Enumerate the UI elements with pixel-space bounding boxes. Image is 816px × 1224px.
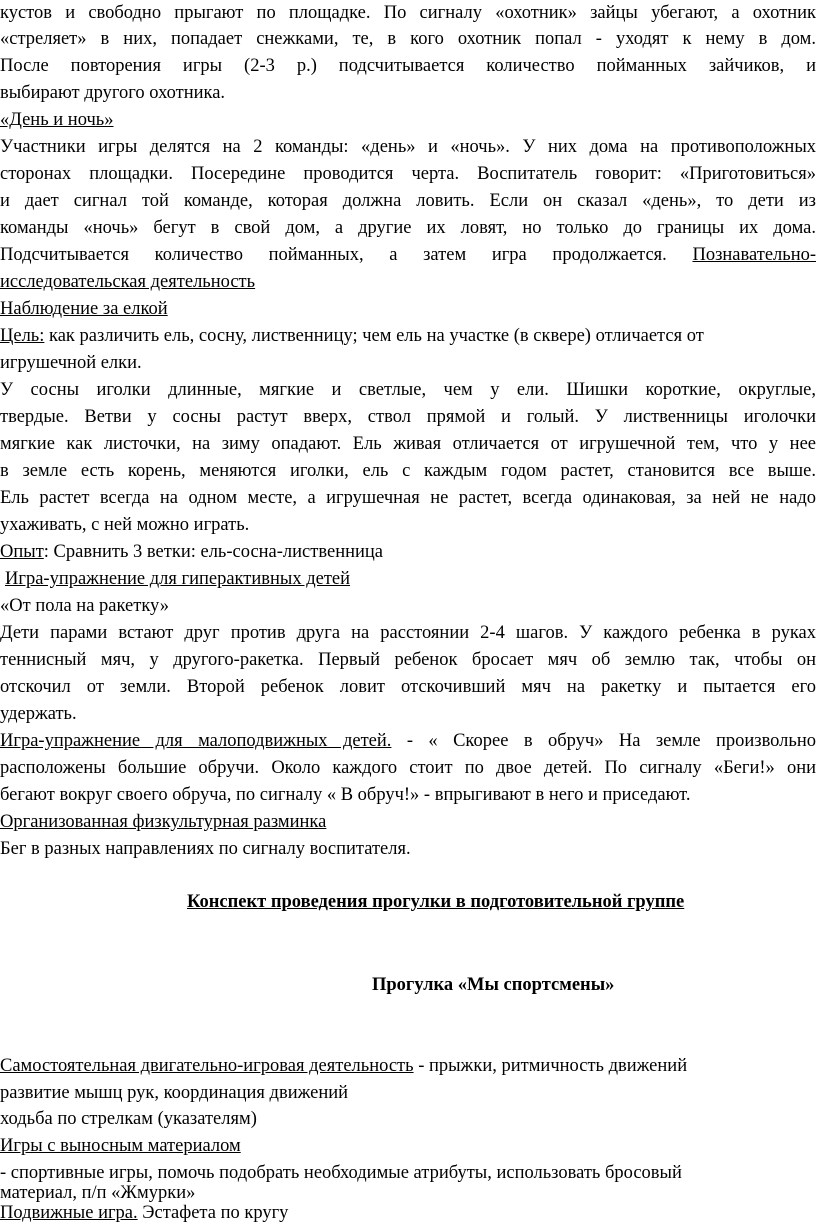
text-line: команды «ночь» бегут в свой дом, а другие их ловят, но только до границы их дома. [0, 218, 816, 238]
section-heading-cognitive-cont: исследовательская деятельность [0, 272, 256, 292]
text-line: «стреляет» в них, попадает снежками, те, в кого охотник попал - уходят к нему в дом. [0, 29, 816, 49]
text-line: твердые. Ветви у сосны растут вверх, ствол прямой и голый. У лиственницы иголочки [0, 407, 816, 427]
section-heading-cognitive: Познавательно- [692, 245, 816, 265]
text-line: теннисный мяч, у другого-ракетка. Первый ребенок бросает мяч об землю так, чтобы он [0, 650, 816, 670]
text-run: - прыжки, ритмичность движений [413, 1056, 688, 1076]
text-line: Ель растет всегда на одном месте, а игрушечная не растет, всегда одинаковая, за ней не надо [0, 488, 816, 508]
text-line: бегают вокруг своего обруча, по сигналу « В обруч!» - впрыгивают в него и приседают. [0, 785, 691, 805]
text-run: - « Скорее в обруч» На земле произвольно [391, 731, 816, 751]
walk-subtitle: Прогулка «Мы спортсмены» [372, 975, 615, 995]
section-heading-motor-activity: Самостоятельная двигательно-игровая деятельность [0, 1056, 414, 1076]
section-heading-observation: Наблюдение за елкой [0, 299, 168, 319]
text-line: - спортивные игры, помочь подобрать необходимые атрибуты, использовать бросовый [0, 1163, 682, 1183]
text-line: Бег в разных направлениях по сигналу воспитателя. [0, 839, 411, 859]
game-title-racket: «От пола на ракетку» [0, 596, 170, 616]
text-line: материал, п/п «Жмурки» [0, 1183, 196, 1203]
text-line [0, 242, 816, 268]
text-line: Участники игры делятся на 2 команды: «день» и «ночь». У них дома на противоположных [0, 137, 816, 157]
text-line: кустов и свободно прыгают по площадке. По сигналу «охотник» зайцы убегают, а охотник [0, 3, 816, 23]
section-heading-warmup: Организованная физкультурная разминка [0, 812, 327, 832]
text-line: У сосны иголки длинные, мягкие и светлые, чем у ели. Шишки короткие, округлые, [0, 380, 816, 400]
text-line [5, 566, 816, 592]
text-line: отскочил от земли. Второй ребенок ловит отскочивший мяч на ракетку и пытается его [0, 677, 816, 697]
text-line: ходьба по стрелкам (указателям) [0, 1109, 257, 1129]
text-line: удержать. [0, 704, 77, 724]
text-run: Подсчитывается количество пойманных, а затем игра продолжается. [0, 245, 667, 265]
section-heading-active-games: Подвижные игра. [0, 1203, 138, 1223]
text-line: развитие мышц рук, координация движений [0, 1083, 349, 1103]
section-heading-outdoor-material: Игры с выносным материалом [0, 1136, 241, 1156]
text-run: как различить ель, сосну, лиственницу; чем ель на участке (в сквере) отличается от [44, 326, 704, 346]
text-line: Дети парами встают друг против друга на расстоянии 2-4 шагов. У каждого ребенка в руках [0, 623, 816, 643]
text-line: мягкие как листочки, на зиму опадают. Ель живая отличается от игрушечной тем, что у нее [0, 434, 816, 454]
text-line: ухаживать, с ней можно играть. [0, 515, 250, 535]
text-line [0, 1200, 816, 1224]
text-line: игрушечной елки. [0, 353, 142, 373]
experiment-label: Опыт [0, 542, 44, 562]
text-line: расположены большие обручи. Около каждого стоит по двое детей. По сигналу «Беги!» они [0, 758, 816, 778]
text-run: : Сравнить 3 ветки: ель-сосна-лиственница [43, 542, 384, 562]
game-title-day-night: «День и ночь» [0, 110, 114, 130]
text-run: Эстафета по кругу [137, 1203, 289, 1223]
text-line: в земле есть корень, меняются иголки, ель с каждым годом растет, становится все выше. [0, 461, 816, 481]
section-heading-low-mobility: Игра-упражнение для малоподвижных детей. [0, 731, 392, 751]
text-line [0, 1053, 816, 1079]
document-title: Конспект проведения прогулки в подготовительной группе [187, 892, 685, 912]
text-line [0, 539, 816, 565]
text-line: После повторения игры (2-3 р.) подсчитывается количество пойманных зайчиков, и [0, 56, 816, 76]
text-line [0, 323, 816, 349]
goal-label: Цель: [0, 326, 45, 346]
text-line: выбирают другого охотника. [0, 83, 226, 103]
text-line: и дает сигнал той команде, которая должна ловить. Если он сказал «день», то дети из [0, 191, 816, 211]
text-line [0, 728, 816, 754]
text-line: сторонах площадки. Посередине проводится черта. Воспитатель говорит: «Приготовиться» [0, 164, 816, 184]
section-heading-hyperactive: Игра-упражнение для гиперактивных детей [5, 569, 351, 589]
